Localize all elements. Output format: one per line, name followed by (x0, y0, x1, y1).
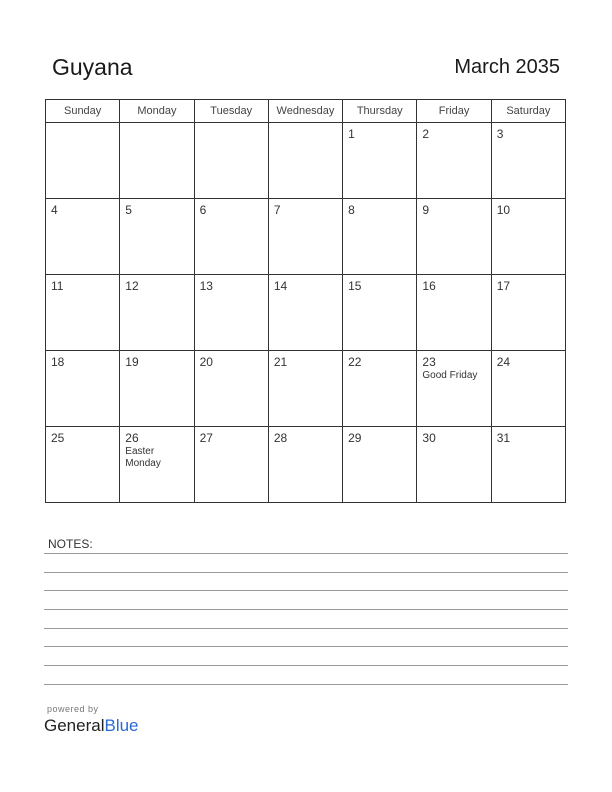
month-year-title: March 2035 (454, 56, 560, 78)
day-number: 11 (51, 279, 64, 293)
day-cell (343, 351, 417, 427)
weekday-header-row (46, 100, 566, 123)
day-number: 31 (496, 431, 511, 445)
day-number: 16 (422, 279, 436, 293)
week-row (46, 427, 566, 503)
day-cell (417, 351, 491, 427)
day-cell (120, 351, 194, 427)
weekday-header: Sunday (46, 100, 120, 123)
week-row (46, 351, 566, 427)
note-line (44, 665, 568, 666)
day-cell (268, 427, 342, 503)
day-cell (417, 199, 491, 275)
day-number: 8 (348, 203, 355, 217)
day-cell (194, 123, 268, 199)
day-cell (268, 199, 342, 275)
note-line (44, 609, 568, 610)
day-number: 5 (125, 203, 132, 217)
day-number: 2 (422, 127, 430, 141)
day-cell (46, 123, 120, 199)
day-number: 22 (348, 355, 362, 369)
weekday-header: Thursday (343, 100, 417, 123)
holiday-label: Easter Monday (125, 446, 161, 469)
day-number: 7 (273, 203, 281, 217)
day-cell (343, 123, 417, 199)
day-number: 25 (51, 431, 65, 445)
day-number: 10 (496, 203, 511, 217)
weekday-header: Saturday (491, 100, 565, 123)
day-cell (417, 427, 491, 503)
day-number: 28 (273, 431, 288, 445)
brand-general: General (44, 716, 105, 735)
day-number: 29 (348, 431, 362, 445)
day-number: 6 (199, 203, 207, 217)
day-cell (120, 123, 194, 199)
brand-blue: Blue (104, 716, 139, 735)
day-cell (268, 275, 342, 351)
day-number: 24 (496, 355, 511, 369)
day-number: 14 (273, 279, 288, 293)
country-title: Guyana (52, 54, 133, 80)
week-row (46, 123, 566, 199)
day-number: 15 (348, 279, 362, 293)
day-number: 3 (496, 127, 504, 141)
day-cell (417, 275, 491, 351)
day-number: 26 (125, 431, 139, 445)
day-cell (491, 199, 565, 275)
generalblue-logo[interactable] (44, 716, 139, 736)
week-row (46, 275, 566, 351)
weekday-header: Monday (120, 100, 194, 123)
calendar-grid (45, 99, 566, 503)
day-cell (268, 123, 342, 199)
day-cell (194, 275, 268, 351)
day-cell (268, 351, 342, 427)
day-cell (120, 275, 194, 351)
notes-label: NOTES: (48, 537, 93, 551)
note-line (44, 646, 568, 647)
note-line (44, 684, 568, 685)
note-line (44, 553, 568, 554)
day-cell (120, 427, 194, 503)
day-number: 17 (496, 279, 511, 293)
weekday-header: Friday (417, 100, 491, 123)
day-number: 4 (51, 203, 58, 217)
day-number: 23 (422, 355, 436, 369)
day-number: 1 (348, 127, 355, 141)
day-cell (491, 351, 565, 427)
note-line (44, 628, 568, 629)
day-cell (343, 199, 417, 275)
day-cell (46, 351, 120, 427)
day-cell (46, 427, 120, 503)
weekday-header: Wednesday (268, 100, 342, 123)
day-number: 19 (125, 355, 139, 369)
day-number: 18 (51, 355, 65, 369)
day-number: 27 (199, 431, 213, 445)
day-number: 12 (125, 279, 139, 293)
day-cell (491, 427, 565, 503)
day-cell (194, 351, 268, 427)
day-number: 30 (422, 431, 436, 445)
weekday-header: Tuesday (194, 100, 268, 123)
holiday-label: Good Friday (422, 370, 478, 381)
day-cell (194, 427, 268, 503)
day-number: 9 (422, 203, 430, 217)
day-cell (194, 199, 268, 275)
day-cell (46, 275, 120, 351)
day-cell (120, 199, 194, 275)
day-cell (343, 275, 417, 351)
day-cell (417, 123, 491, 199)
powered-by-text: powered by (47, 704, 99, 714)
note-line (44, 590, 568, 591)
day-number: 21 (273, 355, 288, 369)
week-row (46, 199, 566, 275)
day-cell (491, 275, 565, 351)
note-line (44, 572, 568, 573)
day-number: 20 (199, 355, 213, 369)
day-cell (343, 427, 417, 503)
day-number: 13 (199, 279, 213, 293)
day-cell (46, 199, 120, 275)
day-cell (491, 123, 565, 199)
